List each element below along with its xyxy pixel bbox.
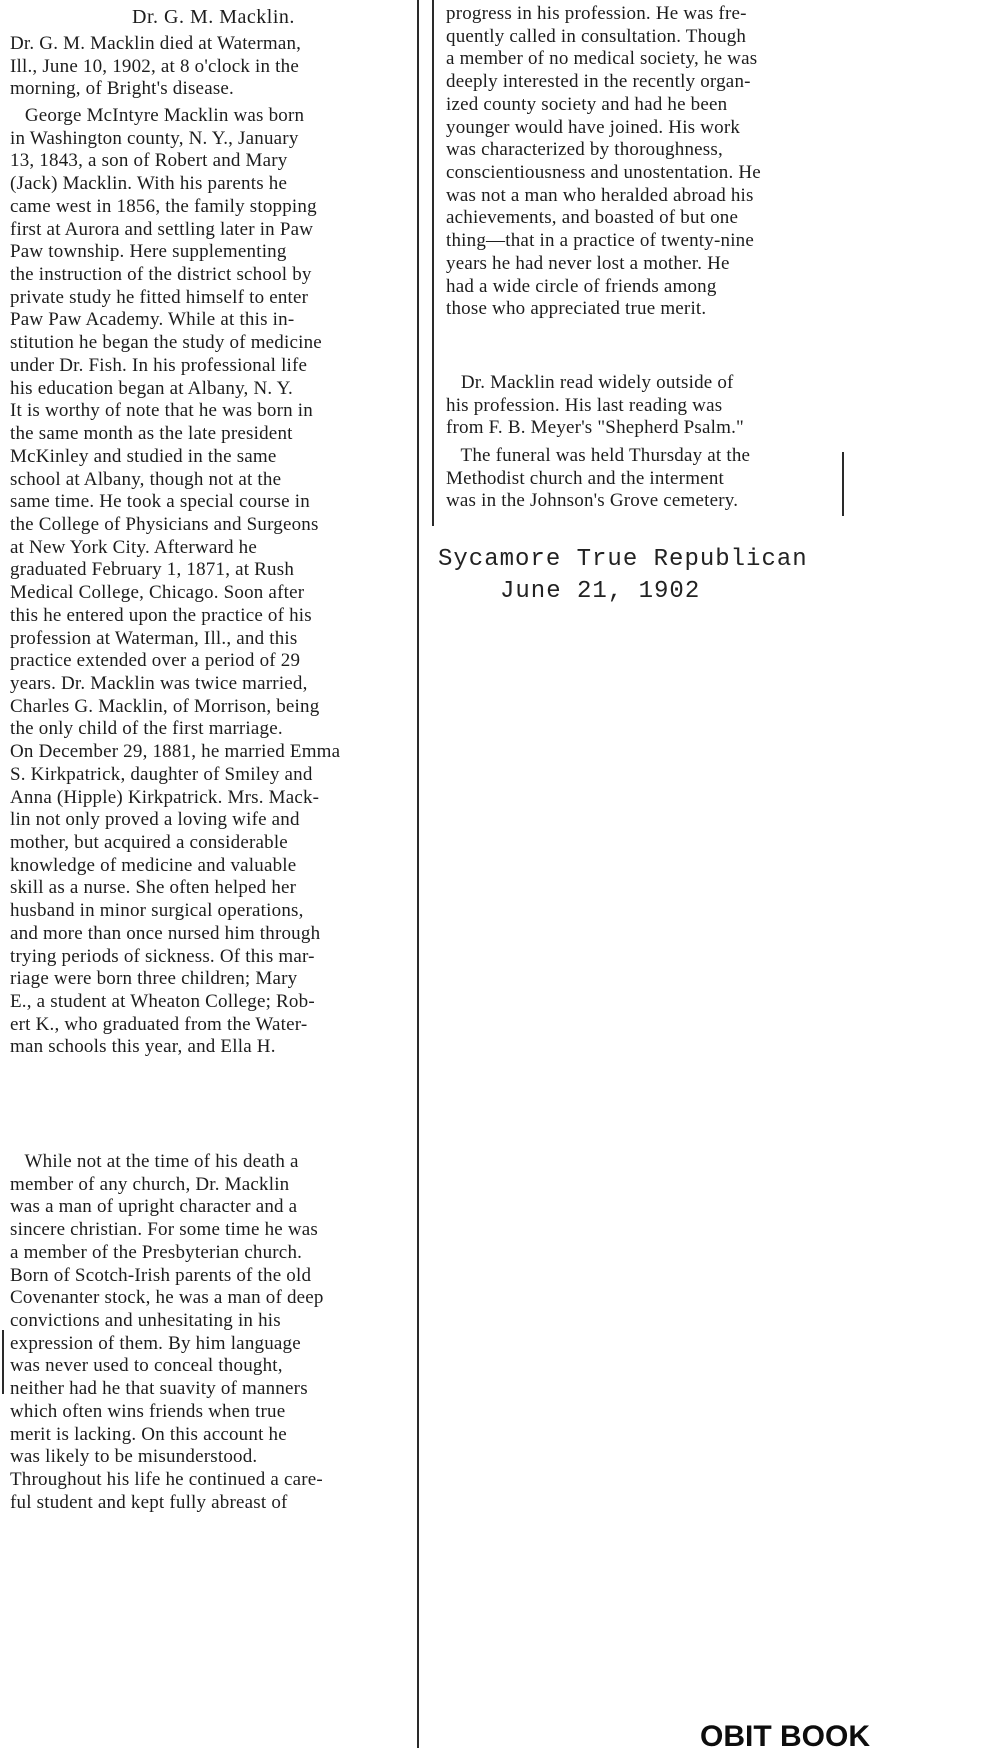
clipping-edge-mark	[842, 452, 844, 516]
clipping-left-mark	[2, 1330, 4, 1394]
column-divider	[417, 0, 419, 1748]
left-paragraph-2: George McIntyre Macklin was born in Washington county, N. Y., January 13, 1843, a son of Robert and Mary (Jack) Macklin. With his parents he came west in 1856, the family stopping first at Aurora and settling later in Paw Paw township. Here supplementing the instruction of the district school by private study he fitted himself to enter Paw Paw Academy. While at this in- stitution he began the study of medicine under Dr. Fish. In his professional life his education began at Albany, N. Y. It is worthy of note that he was born in the same month as the late president McKinley and studied in the same school at Albany, though not at the same time. He took a special course in the College of Physicians and Surgeons at New York City. Afterward he graduated February 1, 1871, at Rush Medical College, Chicago. Soon after this he entered upon the practice of his profession at Waterman, Ill., and this practice extended over a period of 29 years. Dr. Macklin was twice married, Charles G. Macklin, of Morrison, being the only child of the first marriage. On December 29, 1881, he married Emma S. Kirkpatrick, daughter of Smiley and Anna (Hipple) Kirkpatrick. Mrs. Mack- lin not only proved a loving wife and mother, but acquired a considerable knowledge of medicine and valuable skill as a nurse. She often helped her husband in minor surgical operations, and more than once nursed him through trying periods of sickness. Of this mar- riage were born three children; Mary E., a student at Wheaton College; Rob- ert K., who graduated from the Water- man schools this year, and Ella H.	[10, 105, 341, 1058]
source-date: June 21, 1902	[500, 578, 701, 605]
source-publication: Sycamore True Republican	[438, 546, 808, 573]
obit-book-stamp: OBIT BOOK	[700, 1720, 870, 1753]
right-paragraph-1: progress in his profession. He was fre- quently called in consultation. Though a member of no medical society, he was deeply interested in the recently organ- ized county society and had he been younger would have joined. His work was characterized by thoroughness, conscientiousness and unostentation. He was not a man who heralded abroad his achievements, and boasted of but one thing—that in a practice of twenty-nine years he had never lost a mother. He had a wide circle of friends among those who appreciated true merit.	[446, 3, 761, 320]
left-paragraph-1: Dr. G. M. Macklin died at Waterman, Ill., June 10, 1902, at 8 o'clock in the morning, of Bright's disease.	[10, 33, 302, 100]
article-heading: Dr. G. M. Macklin.	[132, 6, 295, 28]
left-paragraph-3: While not at the time of his death a member of any church, Dr. Macklin was a man of upright character and a sincere christian. For some time he was a member of the Presbyterian church. Born of Scotch-Irish parents of the old Covenanter stock, he was a man of deep convictions and unhesitating in his expression of them. By him language was never used to conceal thought, neither had he that suavity of manners which often wins friends when true merit is lacking. On this account he was likely to be misunderstood. Throughout his life he continued a care- ful student and kept fully abreast of	[10, 1151, 324, 1513]
right-paragraph-3: The funeral was held Thursday at the Methodist church and the interment was in the Johnson's Grove cemetery.	[446, 445, 751, 512]
right-paragraph-2: Dr. Macklin read widely outside of his profession. His last reading was from F. B. Meyer's "Shepherd Psalm."	[446, 372, 744, 439]
right-column-rule	[432, 0, 434, 526]
left-column	[0, 0, 412, 1748]
